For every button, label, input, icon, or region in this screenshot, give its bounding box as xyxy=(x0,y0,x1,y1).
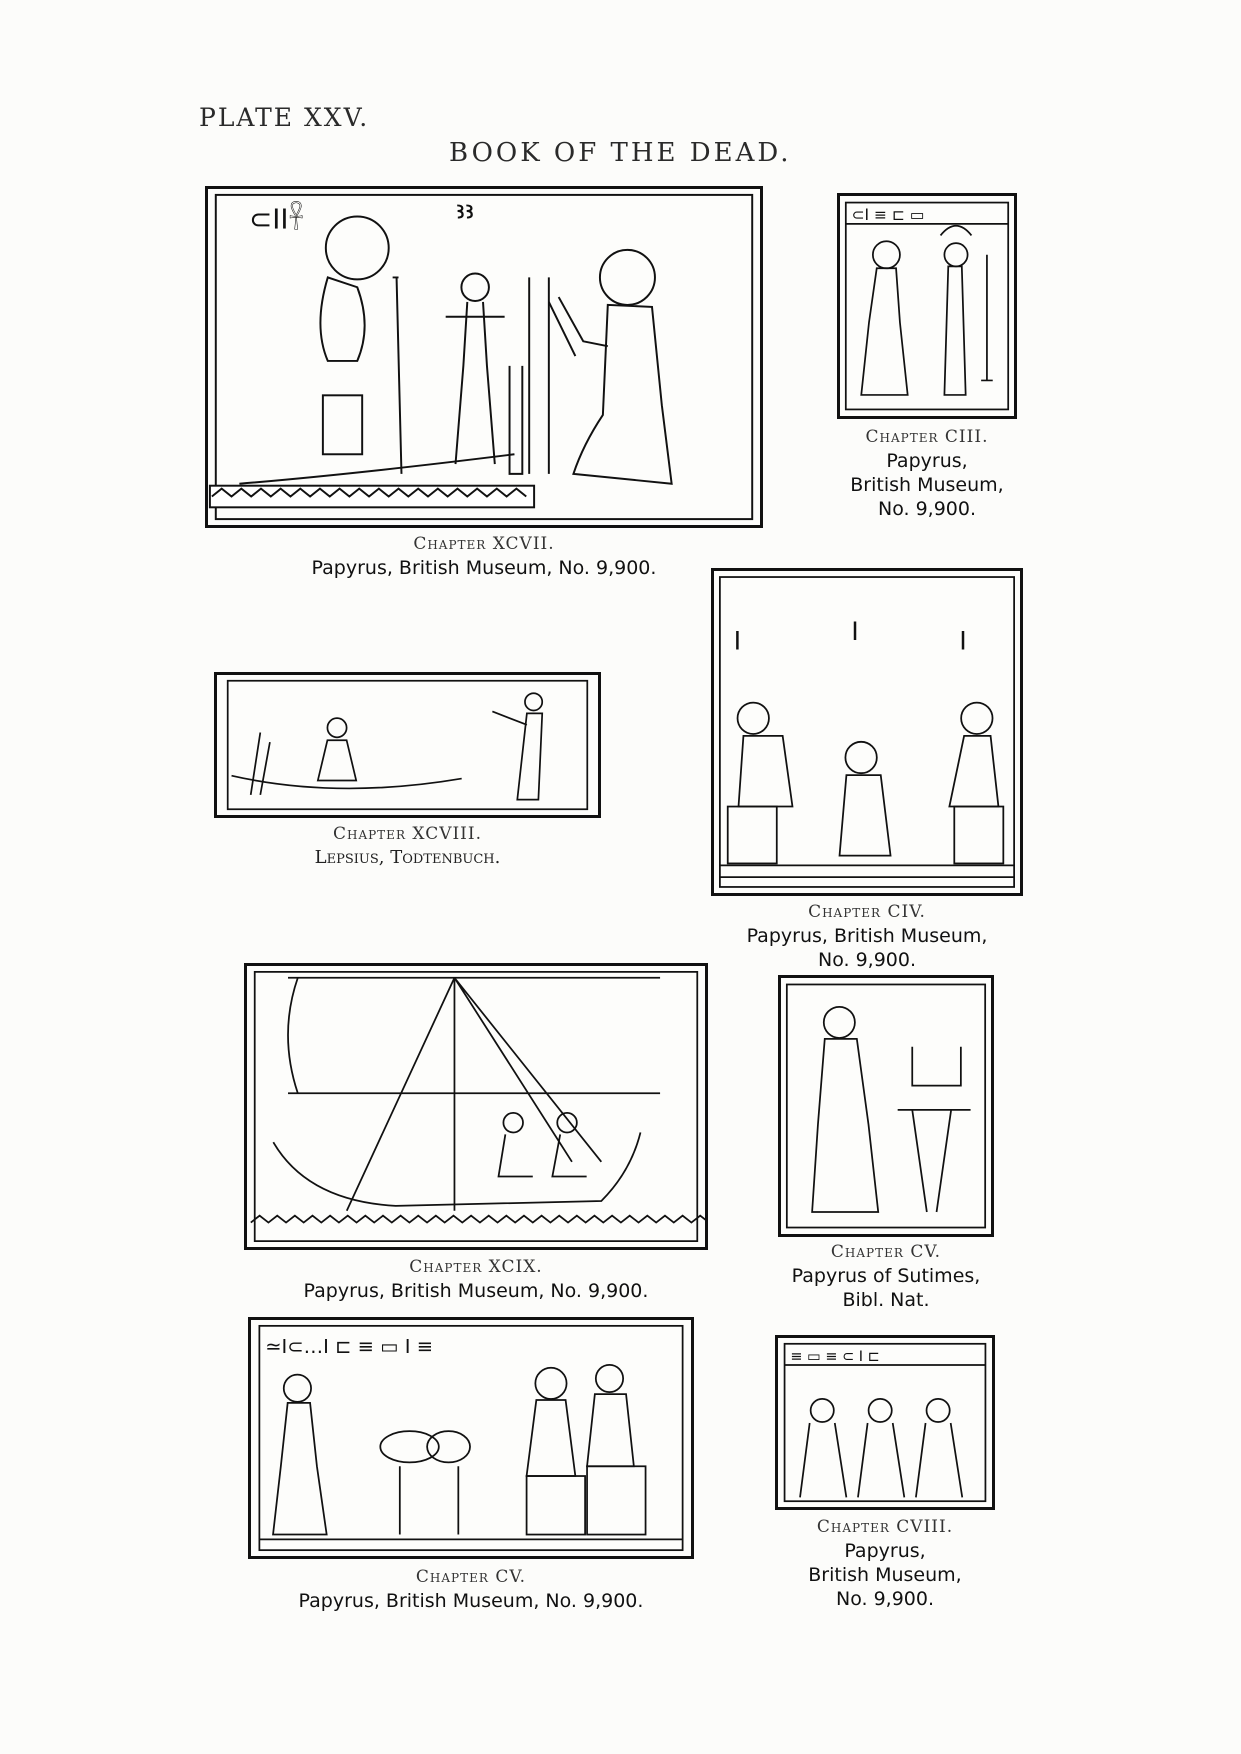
caption-chapter-cviii xyxy=(775,1515,995,1611)
chapter-label: Chapter XCVII. xyxy=(413,534,555,554)
chapter-label: Chapter CIII. xyxy=(865,427,989,447)
chapter-label: Chapter CV. xyxy=(415,1567,527,1587)
source-line-1: Papyrus of Sutimes, xyxy=(791,1265,981,1287)
caption-chapter-cv-bibl xyxy=(760,1240,1012,1312)
chapter-label: Chapter CIV. xyxy=(808,902,926,922)
svg-text:⊂ⵏⵏ𓋹: ⊂ⵏⵏ𓋹 xyxy=(249,203,304,236)
source-label: Papyrus, British Museum, No. 9,900. xyxy=(298,1590,644,1612)
figure-chapter-civ xyxy=(711,568,1023,896)
illustration-two-seated-gods xyxy=(714,571,1020,893)
caption-chapter-cv-bm xyxy=(248,1565,694,1613)
plate-number: PLATE XXV. xyxy=(199,103,370,132)
caption-chapter-civ xyxy=(711,900,1023,972)
caption-chapter-xcix xyxy=(244,1255,708,1303)
page-title: BOOK OF THE DEAD. xyxy=(449,138,792,168)
source-label: Papyrus, British Museum, No. 9,900. xyxy=(311,557,657,579)
illustration-seated-deity-kneeling-man xyxy=(208,189,760,525)
figure-chapter-ciii xyxy=(837,193,1017,419)
source-line-1: Papyrus, xyxy=(886,450,968,472)
figure-chapter-xcix xyxy=(244,963,708,1250)
chapter-label: Chapter CVIII. xyxy=(816,1517,954,1537)
chapter-label: Chapter XCIX. xyxy=(409,1257,543,1277)
figure-chapter-xcviii xyxy=(214,672,601,818)
chapter-label: Chapter XCVIII. xyxy=(332,824,483,844)
svg-text:ⵏ: ⵏ xyxy=(851,616,859,647)
source-line-1: Papyrus, xyxy=(844,1540,926,1562)
caption-chapter-xcvii xyxy=(205,532,763,580)
caption-chapter-xcviii xyxy=(214,822,601,870)
source-line-2: British Museum, xyxy=(808,1564,962,1586)
source-line-2: British Museum, xyxy=(850,474,1004,496)
source-line-1: Papyrus, British Museum, xyxy=(746,925,988,947)
source-label: Papyrus, British Museum, No. 9,900. xyxy=(303,1280,649,1302)
figure-chapter-cv-bibl xyxy=(778,975,994,1237)
source-line-2: Bibl. Nat. xyxy=(842,1289,930,1311)
source-line-2: No. 9,900. xyxy=(817,949,916,971)
svg-text:≃ⵏ⊂…ⵏ ⊏ ≡ ▭ ⵏ ≡: ≃ⵏ⊂…ⵏ ⊏ ≡ ▭ ⵏ ≡ xyxy=(265,1335,434,1359)
svg-text:ꜣꜣ: ꜣꜣ xyxy=(455,195,474,226)
illustration-boat-and-standing-man xyxy=(217,675,598,815)
illustration-man-and-hathor xyxy=(840,196,1014,416)
figure-chapter-xcvii xyxy=(205,186,763,528)
figure-chapter-cv-bm xyxy=(248,1317,694,1559)
illustration-offering-scene xyxy=(251,1320,691,1556)
source-line-3: No. 9,900. xyxy=(835,1588,934,1610)
figure-chapter-cviii xyxy=(775,1335,995,1510)
svg-text:≡ ▭ ≡ ⊂ ⵏ ⊏: ≡ ▭ ≡ ⊂ ⵏ ⊏ xyxy=(790,1349,880,1366)
source-label: Lepsius, Todtenbuch. xyxy=(314,847,501,868)
illustration-three-seated-gods xyxy=(778,1338,992,1507)
source-line-3: No. 9,900. xyxy=(877,498,976,520)
svg-text:⊂ⵏ ≡ ⊏ ▭: ⊂ⵏ ≡ ⊏ ▭ xyxy=(851,205,925,224)
svg-text:ⵏ: ⵏ xyxy=(959,626,967,657)
caption-chapter-ciii xyxy=(837,425,1017,521)
svg-text:ⵏ: ⵏ xyxy=(733,626,742,657)
illustration-man-before-ka-altar xyxy=(781,978,991,1234)
illustration-sailing-boat xyxy=(247,966,705,1247)
chapter-label: Chapter CV. xyxy=(830,1242,942,1262)
